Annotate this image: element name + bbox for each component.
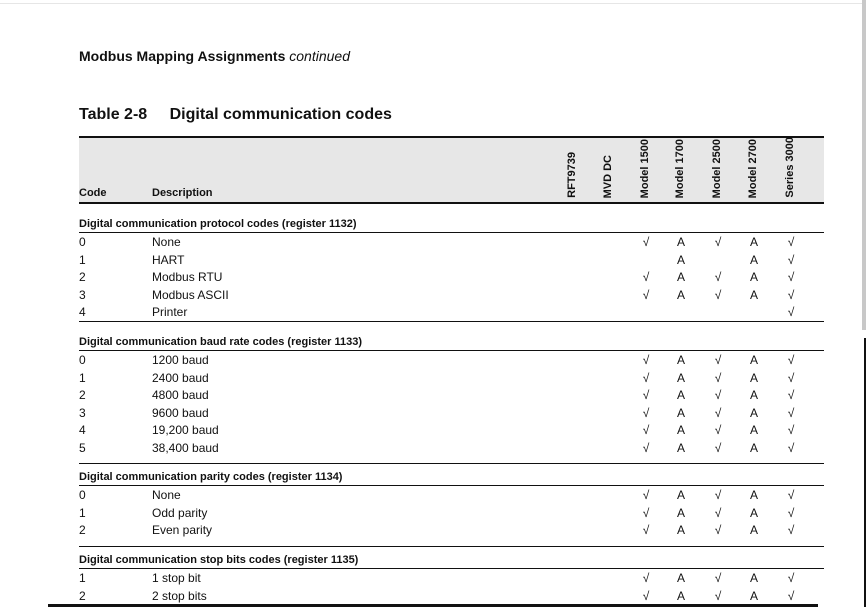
support-mark-series-3000: √ — [787, 505, 795, 520]
row-description: None — [152, 488, 181, 502]
section-4 — [79, 554, 824, 604]
row-code: 1 — [79, 571, 86, 585]
row-description: 4800 baud — [152, 388, 209, 402]
support-mark-series-3000: √ — [787, 370, 795, 385]
row-code: 0 — [79, 353, 86, 367]
page-heading — [79, 48, 350, 64]
column-header-code: Code — [79, 187, 107, 199]
support-mark-model-2700: A — [749, 353, 758, 367]
support-mark-model-2700: A — [749, 388, 758, 402]
support-mark-model-2700: A — [749, 252, 758, 267]
support-mark-model-2500: √ — [714, 405, 722, 420]
column-header-mvd-dc: MVD DC — [602, 154, 614, 198]
support-mark-model-2500: √ — [714, 588, 722, 603]
support-mark-model-2700: A — [749, 571, 758, 585]
table-row — [79, 386, 824, 404]
support-mark-model-1700: A — [676, 252, 685, 267]
table-row — [79, 233, 824, 251]
support-mark-model-1700: A — [676, 270, 685, 284]
support-mark-series-3000: √ — [787, 388, 795, 402]
row-code: 1 — [79, 252, 86, 267]
row-description: HART — [152, 252, 185, 267]
table-row — [79, 587, 824, 605]
support-mark-series-3000: √ — [787, 440, 795, 455]
page-heading-title: Modbus Mapping Assignments — [79, 48, 286, 64]
support-mark-model-2700: A — [749, 523, 758, 537]
support-mark-model-1500: √ — [642, 523, 650, 537]
row-description: 1 stop bit — [152, 571, 201, 585]
support-mark-model-1700: A — [676, 523, 685, 537]
row-code: 1 — [79, 370, 86, 385]
row-code: 5 — [79, 440, 86, 455]
row-code: 1 — [79, 505, 86, 520]
table-row — [79, 439, 824, 457]
support-mark-model-2500: √ — [714, 287, 722, 302]
support-mark-series-3000: √ — [787, 588, 795, 603]
support-mark-model-2700: A — [749, 588, 758, 603]
support-mark-model-1700: A — [676, 405, 685, 420]
row-description: Printer — [152, 305, 188, 319]
support-mark-model-2700: A — [749, 235, 758, 249]
section-title: Digital communication baud rate codes (register 1133) — [79, 336, 363, 348]
support-mark-model-1500: √ — [642, 353, 650, 367]
support-mark-model-1700: A — [676, 488, 685, 502]
row-description: None — [152, 235, 181, 249]
section-separator — [79, 463, 824, 464]
support-mark-model-2700: A — [749, 440, 758, 455]
section-separator — [79, 321, 824, 322]
support-mark-model-1500: √ — [642, 488, 650, 502]
support-mark-model-1500: √ — [642, 388, 650, 402]
row-description: Even parity — [152, 523, 213, 537]
support-mark-model-2700: A — [749, 370, 758, 385]
support-mark-model-2700: A — [749, 488, 758, 502]
support-mark-model-2500: √ — [714, 388, 722, 402]
section-title: Digital communication protocol codes (register 1132) — [79, 218, 357, 230]
table-row — [79, 369, 824, 387]
row-description: Odd parity — [152, 505, 208, 520]
table-row — [79, 303, 824, 321]
support-mark-model-2700: A — [749, 505, 758, 520]
row-description: 2400 baud — [152, 370, 209, 385]
row-description: 19,200 baud — [152, 423, 219, 437]
table-row — [79, 351, 824, 369]
column-header-series-3000: Series 3000 — [784, 137, 796, 198]
support-mark-model-1700: A — [676, 505, 685, 520]
support-mark-model-1500: √ — [642, 505, 650, 520]
row-description: Modbus ASCII — [152, 287, 229, 302]
row-code: 0 — [79, 235, 86, 249]
table-number: Table 2-8 — [79, 106, 148, 123]
column-header-description: Description — [152, 187, 213, 199]
table-row — [79, 421, 824, 439]
section-1 — [79, 218, 824, 321]
support-mark-series-3000: √ — [787, 235, 795, 249]
table-row — [79, 404, 824, 422]
support-mark-model-1500: √ — [642, 440, 650, 455]
table-row — [79, 569, 824, 587]
support-mark-model-2500: √ — [714, 505, 722, 520]
row-code: 3 — [79, 405, 86, 420]
row-code: 4 — [79, 305, 86, 319]
support-mark-model-2700: A — [749, 270, 758, 284]
support-mark-series-3000: √ — [787, 571, 795, 585]
page-top-rule — [0, 3, 866, 4]
section-2 — [79, 336, 824, 456]
support-mark-model-1500: √ — [642, 287, 650, 302]
table-caption — [79, 106, 392, 124]
row-description: Modbus RTU — [152, 270, 223, 284]
table-row — [79, 268, 824, 286]
support-mark-model-1700: A — [676, 388, 685, 402]
table-row — [79, 251, 824, 269]
support-mark-model-1500: √ — [642, 370, 650, 385]
row-code: 2 — [79, 523, 86, 537]
support-mark-model-2700: A — [749, 405, 758, 420]
support-mark-model-2500: √ — [714, 353, 722, 367]
table-row — [79, 504, 824, 522]
support-mark-model-1700: A — [676, 287, 685, 302]
column-header-rft9739: RFT9739 — [566, 152, 578, 198]
support-mark-series-3000: √ — [787, 287, 795, 302]
column-header-model-1500: Model 1500 — [639, 138, 651, 198]
row-code: 0 — [79, 488, 86, 502]
table-row — [79, 286, 824, 304]
row-description: 9600 baud — [152, 405, 209, 420]
column-header-model-2500: Model 2500 — [711, 138, 723, 198]
table-row — [79, 521, 824, 539]
row-code: 2 — [79, 270, 86, 284]
support-mark-series-3000: √ — [787, 405, 795, 420]
support-mark-model-2700: A — [749, 423, 758, 437]
column-header-model-2700: Model 2700 — [747, 138, 759, 198]
support-mark-model-2500: √ — [714, 488, 722, 502]
row-code: 2 — [79, 388, 86, 402]
support-mark-series-3000: √ — [787, 353, 795, 367]
support-mark-model-1500: √ — [642, 235, 650, 249]
support-mark-model-1500: √ — [642, 571, 650, 585]
support-mark-model-2500: √ — [714, 270, 722, 284]
row-description: 38,400 baud — [152, 440, 219, 455]
support-mark-model-1700: A — [676, 370, 685, 385]
row-code: 2 — [79, 588, 86, 603]
support-mark-series-3000: √ — [787, 252, 795, 267]
section-title: Digital communication parity codes (register 1134) — [79, 471, 343, 483]
support-mark-series-3000: √ — [787, 270, 795, 284]
support-mark-model-1700: A — [676, 571, 685, 585]
row-code: 3 — [79, 287, 86, 302]
support-mark-model-2500: √ — [714, 370, 722, 385]
table-title: Digital communication codes — [169, 106, 392, 123]
page-heading-suffix: continued — [289, 48, 350, 64]
row-description: 2 stop bits — [152, 588, 207, 603]
section-3 — [79, 471, 824, 539]
support-mark-model-1500: √ — [642, 588, 650, 603]
table-header — [79, 136, 824, 204]
support-mark-model-1700: A — [676, 588, 685, 603]
support-mark-model-1500: √ — [642, 270, 650, 284]
support-mark-model-2500: √ — [714, 440, 722, 455]
support-mark-series-3000: √ — [787, 488, 795, 502]
section-title: Digital communication stop bits codes (register 1135) — [79, 554, 359, 566]
support-mark-series-3000: √ — [787, 423, 795, 437]
support-mark-model-1500: √ — [642, 405, 650, 420]
support-mark-model-1700: A — [676, 353, 685, 367]
scrollbar-track[interactable] — [862, 0, 866, 330]
support-mark-model-1700: A — [676, 423, 685, 437]
column-header-model-1700: Model 1700 — [674, 138, 686, 198]
support-mark-model-1700: A — [676, 440, 685, 455]
support-mark-model-1500: √ — [642, 423, 650, 437]
section-separator — [79, 546, 824, 547]
support-mark-model-2500: √ — [714, 423, 722, 437]
table-row — [79, 486, 824, 504]
row-description: 1200 baud — [152, 353, 209, 367]
row-code: 4 — [79, 423, 86, 437]
support-mark-model-2500: √ — [714, 235, 722, 249]
support-mark-series-3000: √ — [787, 305, 795, 319]
support-mark-series-3000: √ — [787, 523, 795, 537]
support-mark-model-2700: A — [749, 287, 758, 302]
support-mark-model-2500: √ — [714, 523, 722, 537]
support-mark-model-2500: √ — [714, 571, 722, 585]
support-mark-model-1700: A — [676, 235, 685, 249]
